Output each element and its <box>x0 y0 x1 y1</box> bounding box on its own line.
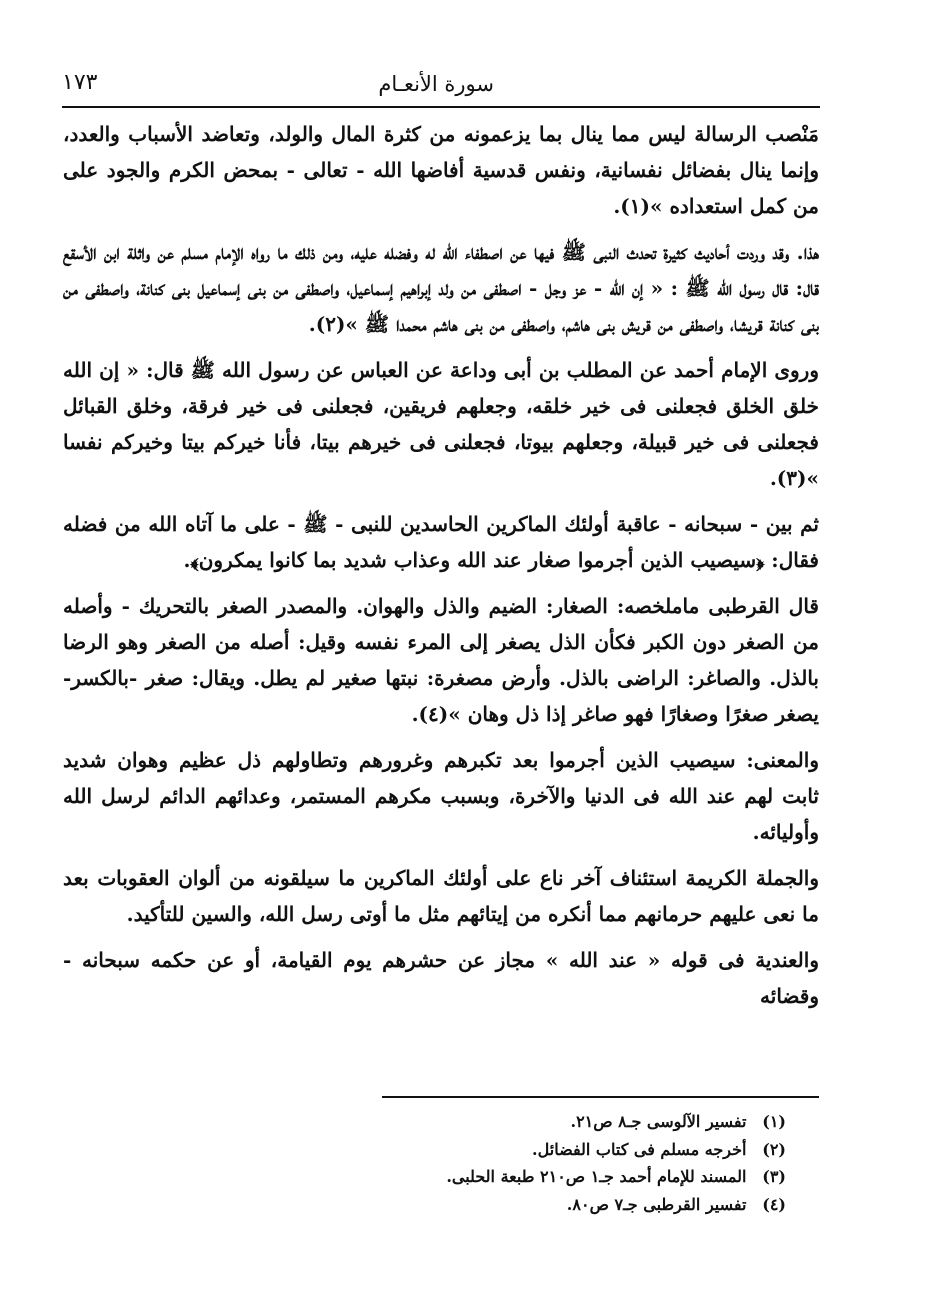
surah-title: سورة الأنعـام <box>378 72 494 96</box>
header-divider <box>62 106 820 108</box>
footnotes <box>366 1108 786 1218</box>
footnote-number: (٤) <box>762 1194 786 1214</box>
page-number: ١٧٣ <box>62 70 98 95</box>
footnote-text: المسند للإمام أحمد جـ١ ص٢١٠ طبعة الحلبى. <box>446 1167 747 1186</box>
footnote-number: (٢) <box>762 1139 786 1159</box>
paragraph-1: مَنْصب الرسالة ليس مما ينال بما يزعمونه من كثرة المال والولد، وتعاضد الأسباب والعدد، وإنما ينال بفضائل نفسانية، ونفس قدسية أفاضها الله - تعالى - بمحض الكرم والجود على من كمل استعداده »(١). <box>63 122 819 218</box>
main-text <box>63 116 819 1014</box>
paragraph-4: ثم بين - سبحانه - عاقبة أولئك الماكرين الحاسدين للنبى - ﷺ - على ما آتاه الله من فضله فقال: ﴿سيصيب الذين أجرموا صغار عند الله وعذاب شديد بما كانوا يمكرون﴾. <box>63 512 819 572</box>
paragraph-7: والجملة الكريمة استئناف آخر ناع على أولئك الماكرين ما سيلقونه من ألوان العقوبات بعد ما نعى عليهم حرمانهم مما أنكره من إيتائهم مثل ما أوتى رسل الله، والسين للتأكيد. <box>63 866 819 926</box>
paragraph-5: قال القرطبى ماملخصه: الصغار: الضيم والذل والهوان. والمصدر الصغر بالتحريك - وأصله من الصغر دون الكبر فكأن الذل يصغر إلى المرء نفسه وقيل: أصله من الصغر وهو الرضا بالذل. والصاغر: الراضى بالذل. وأرض مصغرة: نبتها صغير لم يطل. ويقال: صغر -بالكسر- يصغر صغرًا وصغارًا فهو صاغر إذا ذل وهان »(٤). <box>63 594 819 726</box>
footnote-3 <box>366 1163 786 1191</box>
footnote-2 <box>366 1136 786 1164</box>
footnote-text: أخرجه مسلم فى كتاب الفضائل. <box>532 1139 747 1159</box>
footnote-text: تفسير الآلوسى جـ٨ ص٢١. <box>570 1112 747 1131</box>
page-header <box>62 62 819 104</box>
paragraph-3: وروى الإمام أحمد عن المطلب بن أبى وداعة عن العباس عن رسول الله ﷺ قال: « إن الله خلق الخلق فجعلنى فى خير خلقه، وجعلهم فريقين، فجعلنى فى خير فرقة، وخلق القبائل فجعلنى فى خير قبيلة، وجعلهم بيوتا، فجعلنى فى خيرهم بيتا، فأنا خيركم بيتا وخيركم نفسا »(٣). <box>63 358 819 490</box>
footnote-text: تفسير القرطبى جـ٧ ص٨٠. <box>566 1194 747 1214</box>
footnote-number: (٣) <box>762 1167 786 1186</box>
footnote-4 <box>366 1191 786 1219</box>
footnote-number: (١) <box>762 1112 786 1131</box>
paragraph-6: والمعنى: سيصيب الذين أجرموا بعد تكبرهم وغرورهم وتطاولهم ذل عظيم وهوان شديد ثابت لهم عند الله فى الدنيا والآخرة، وبسبب مكرهم المستمر، وعدائهم الدائم لرسل الله وأوليائه. <box>63 748 819 844</box>
footnote-divider <box>382 1096 819 1098</box>
footnote-1 <box>366 1108 786 1136</box>
paragraph-8: والعندية فى قوله « عند الله » مجاز عن حشرهم يوم القيامة، أو عن حكمه سبحانه - وقضائه <box>63 948 819 1008</box>
paragraph-2: هذا. وقد وردت أحاديث كثيرة تحدث النبى ﷺ فيها عن اصطفاء الله له وفضله عليه، ومن ذلك ما رواه الإمام مسلم عن واثلة ابن الأسقع قال: قال رسول الله ﷺ : « إن الله - عز وجل - اصطفى من ولد إبراهيم إسماعيل، واصطفى من بنى إسماعيل بنى كنانة، واصطفى من بنى كنانة قريشا، واصطفى من قريش بنى هاشم، واصطفى من بنى هاشم محمدا ﷺ »(٢). <box>63 240 819 336</box>
